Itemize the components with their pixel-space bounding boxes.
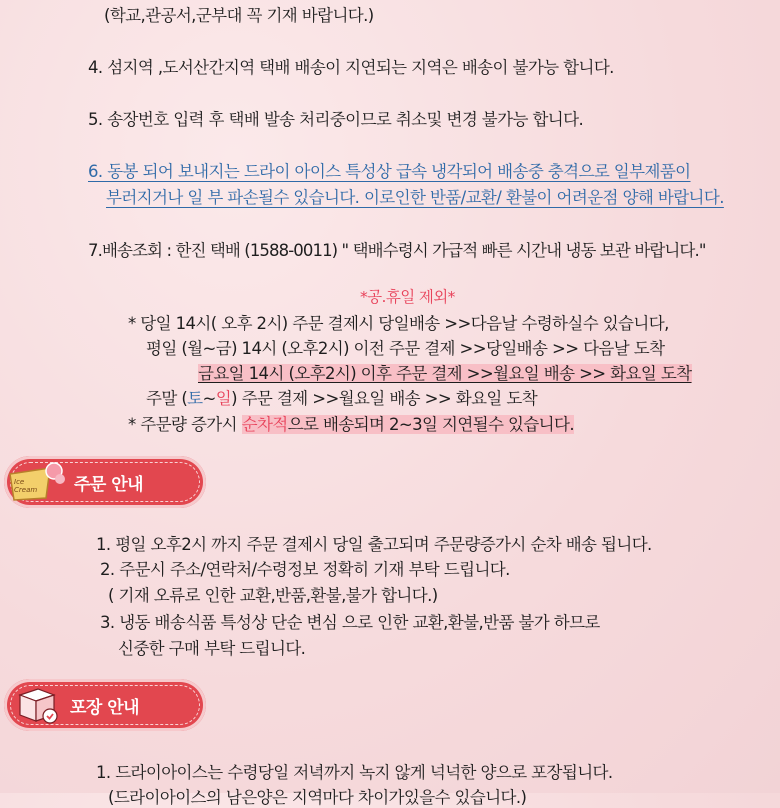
ice-cream-icon: [6, 460, 68, 510]
delivery-item-7: 7.배송조회 : 한진 택배 (1588-0011) " 택배수령시 가급적 빠른 시간내 냉동 보관 바랍니다.": [88, 241, 706, 260]
schedule-line-1: * 당일 14시( 오후 2시) 주문 결제시 당일배송 >>다음날 수령하실수 있습니다,: [128, 314, 669, 333]
volume-suffix: 으로 배송되며 2~3일 지연될수 있습니다.: [287, 415, 574, 434]
schedule-line-5: [128, 411, 574, 435]
weekend-suffix: ) 주문 결제 >>월요일 배송 >> 화요일 도착: [231, 389, 538, 408]
schedule-line-3: [198, 360, 692, 384]
delivery-item-6-line1: 6. 동봉 되어 보내지는 드라이 아이스 특성상 급속 냉각되어 배송중 충격으로 일부제품이: [88, 162, 691, 181]
packing-item-1: 1. 드라이아이스는 수령당일 저녁까지 녹지 않게 넉넉한 양으로 포장됩니다.: [96, 763, 613, 782]
order-section-badge: [4, 456, 206, 508]
sequential-label: 순차적: [241, 415, 288, 434]
schedule-line-4: [146, 385, 537, 409]
order-item-2-note: ( 기재 오류로 인한 교환,반품,환불,불가 합니다.): [108, 586, 438, 605]
tilde: ~: [202, 389, 216, 408]
order-item-1: 1. 평일 오후2시 까지 주문 결제시 당일 출고되며 주문량증가시 순차 배송 됩니다.: [96, 535, 652, 554]
holiday-note: *공.휴일 제외*: [360, 288, 455, 306]
order-item-3-line2: 신중한 구매 부탁 드립니다.: [118, 639, 306, 658]
delivery-item-5: 5. 송장번호 입력 후 택배 발송 처리중이므로 취소및 변경 불가능 합니다.: [88, 110, 584, 129]
delivery-item-6-line2: 부러지거나 일 부 파손될수 있습니다. 이로인한 반품/교환/ 환불이 어려운점 양해 바랍니다.: [106, 188, 724, 207]
order-item-3-line1: 3. 냉동 배송식품 특성상 단순 변심 으로 인한 교환,환불,반품 불가 하므로: [100, 613, 600, 632]
weekend-prefix: 주말 (: [146, 389, 188, 408]
order-item-2: 2. 주문시 주소/연락처/수령정보 정확히 기재 부탁 드립니다.: [100, 560, 510, 579]
delivery-item-4: 4. 섬지역 ,도서산간지역 택배 배송이 지연되는 지역은 배송이 불가능 합니다.: [88, 58, 614, 77]
order-section-title: 주문 안내: [74, 475, 144, 495]
delivery-note-school: (학교,관공서,군부대 꼭 기재 바랍니다.): [104, 6, 374, 25]
box-icon: [14, 683, 60, 731]
friday-highlight: 금요일 14시 (오후2시) 이후 주문 결제 >>월요일 배송 >> 화요일 도착: [198, 364, 692, 383]
sunday-label: 일: [215, 389, 232, 408]
packing-item-2-partial: (드라이아이스의 남은양은 지역마다 차이가있을수 있습니다.): [108, 788, 527, 807]
packing-section-title: 포장 안내: [70, 698, 140, 718]
ice-cream-icon-text: Ice Cream: [14, 478, 38, 494]
volume-prefix: * 주문량 증가시: [128, 415, 242, 434]
saturday-label: 토: [187, 389, 203, 408]
schedule-line-2: 평일 (월~금) 14시 (오후2시) 이전 주문 결제 >>당일배송 >> 다음날 도착: [146, 339, 665, 358]
packing-section-badge: [4, 679, 206, 731]
